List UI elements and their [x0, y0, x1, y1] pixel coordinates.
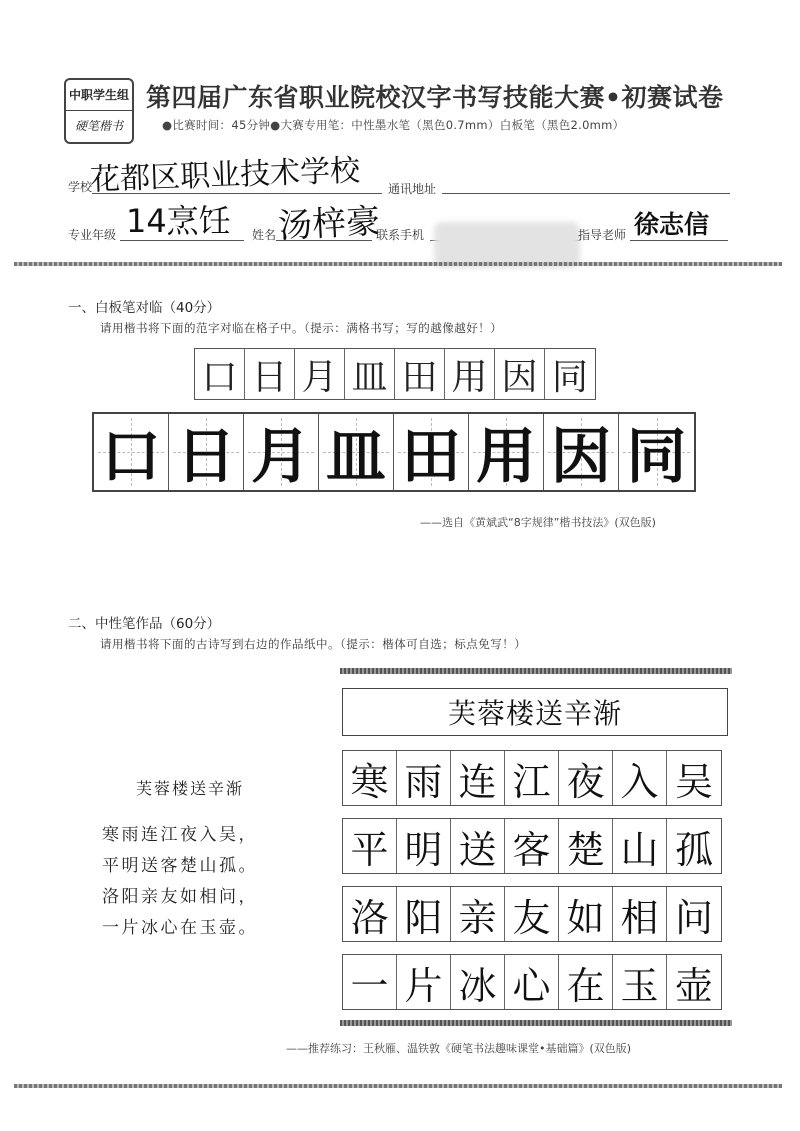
work-row — [342, 954, 722, 1010]
model-char: 日 — [245, 349, 295, 399]
work-char: 吴 — [674, 759, 713, 804]
work-char: 在 — [559, 955, 613, 1009]
major-line — [120, 240, 244, 241]
address-label: 通讯地址 — [388, 182, 437, 196]
section2-heading: 二、中性笔作品（60分） — [68, 616, 221, 632]
practice-cell — [544, 414, 619, 490]
phone-label: 联系手机 — [376, 228, 425, 242]
practice-cell — [94, 414, 169, 490]
work-row — [342, 750, 722, 806]
work-char: 阳 — [397, 887, 451, 941]
practice-cell — [319, 414, 394, 490]
model-char-grid — [194, 348, 596, 400]
poem-line: 洛阳亲友如相问， — [102, 887, 258, 907]
written-char: 口 — [101, 422, 161, 492]
poem-line: 一片冰心在玉壶。 — [102, 918, 258, 938]
work-char: 相 — [613, 887, 667, 941]
model-char: 因 — [495, 349, 545, 399]
practice-grid — [92, 412, 696, 492]
work-char: 雨 — [397, 751, 451, 805]
work-char: 冰 — [451, 955, 505, 1009]
work-char: 问 — [674, 895, 713, 940]
work-char: 片 — [397, 955, 451, 1009]
work-char: 壶 — [674, 963, 713, 1008]
name-line — [276, 240, 372, 241]
work-char: 玉 — [613, 955, 667, 1009]
poem-line: 平明送客楚山孤。 — [102, 856, 258, 876]
model-char: 皿 — [345, 349, 395, 399]
work-char: 连 — [451, 751, 505, 805]
written-char: 用 — [476, 422, 536, 492]
major-value: 14烹饪 — [126, 202, 231, 240]
work-row — [342, 818, 722, 874]
work-row — [342, 886, 722, 942]
major-label: 专业年级 — [68, 228, 117, 242]
written-char: 因 — [551, 422, 611, 492]
school-value: 花都区职业技术学校 — [89, 153, 361, 198]
written-char: 日 — [176, 422, 236, 492]
badge-group-label: 中职学生组 — [66, 80, 132, 111]
paper-bottom-border — [340, 1020, 732, 1026]
work-char: 客 — [505, 819, 559, 873]
work-char: 洛 — [343, 887, 397, 941]
header-divider — [14, 262, 782, 266]
model-char: 田 — [395, 349, 445, 399]
paper-top-border — [340, 668, 732, 674]
work-char: 夜 — [559, 751, 613, 805]
exam-info: ●比赛时间：45分钟●大赛专用笔：中性墨水笔（黑色0.7mm）白板笔（黑色2.0mm） — [162, 118, 625, 132]
poem-title: 芙蓉楼送辛渐 — [136, 779, 245, 798]
work-char: 平 — [343, 819, 397, 873]
model-char: 同 — [551, 356, 588, 398]
teacher-value: 徐志信 — [634, 210, 710, 239]
model-char: 月 — [295, 349, 345, 399]
page-title: 第四届广东省职业院校汉字书写技能大赛•初赛试卷 — [146, 83, 724, 112]
practice-cell — [619, 414, 694, 490]
work-paper — [340, 668, 732, 1030]
work-char: 一 — [343, 955, 397, 1009]
work-char: 如 — [559, 887, 613, 941]
work-char: 江 — [505, 751, 559, 805]
work-char: 明 — [397, 819, 451, 873]
practice-cell — [394, 414, 469, 490]
work-char: 孤 — [674, 827, 713, 872]
teacher-label: 指导老师 — [578, 228, 627, 242]
work-char: 楚 — [559, 819, 613, 873]
written-char: 田 — [401, 422, 461, 492]
name-label: 姓名 — [252, 228, 277, 242]
address-line — [442, 193, 730, 194]
school-label: 学校 — [68, 180, 93, 194]
category-badge — [64, 78, 134, 144]
practice-cell — [244, 414, 319, 490]
model-char: 口 — [195, 349, 245, 399]
teacher-line — [630, 240, 728, 241]
written-char: 皿 — [326, 422, 386, 492]
section2-source: ——推荐练习：王秋雁、温铁敦《硬笔书法趣味课堂•基础篇》(双色版) — [286, 1042, 632, 1055]
work-char: 入 — [613, 751, 667, 805]
work-char: 送 — [451, 819, 505, 873]
section1-instruction: 请用楷书将下面的范字对临在格子中。（提示：满格书写；写的越像越好！） — [100, 321, 503, 335]
badge-style-label: 硬笔楷书 — [74, 119, 123, 133]
section1-source: ——选自《黄斌武“8字规律”楷书技法》(双色版) — [420, 516, 656, 529]
poem-line: 寒雨连江夜入吴， — [102, 825, 258, 845]
section2-instruction: 请用楷书将下面的古诗写到右边的作品纸中。（提示：楷体可自选；标点免写！） — [100, 637, 527, 651]
practice-cell — [469, 414, 544, 490]
work-char: 山 — [613, 819, 667, 873]
section1-heading: 一、白板笔对临（40分） — [68, 300, 221, 316]
work-char: 寒 — [343, 751, 397, 805]
footer-divider — [14, 1084, 782, 1088]
name-value: 汤梓豪 — [277, 201, 382, 247]
work-char: 亲 — [451, 887, 505, 941]
written-char: 同 — [626, 422, 687, 492]
model-char: 用 — [445, 349, 495, 399]
school-line — [92, 193, 382, 194]
work-char: 友 — [505, 887, 559, 941]
practice-cell — [169, 414, 244, 490]
written-char: 月 — [251, 422, 311, 492]
work-title: 芙蓉楼送辛渐 — [342, 688, 728, 736]
work-char: 心 — [505, 955, 559, 1009]
